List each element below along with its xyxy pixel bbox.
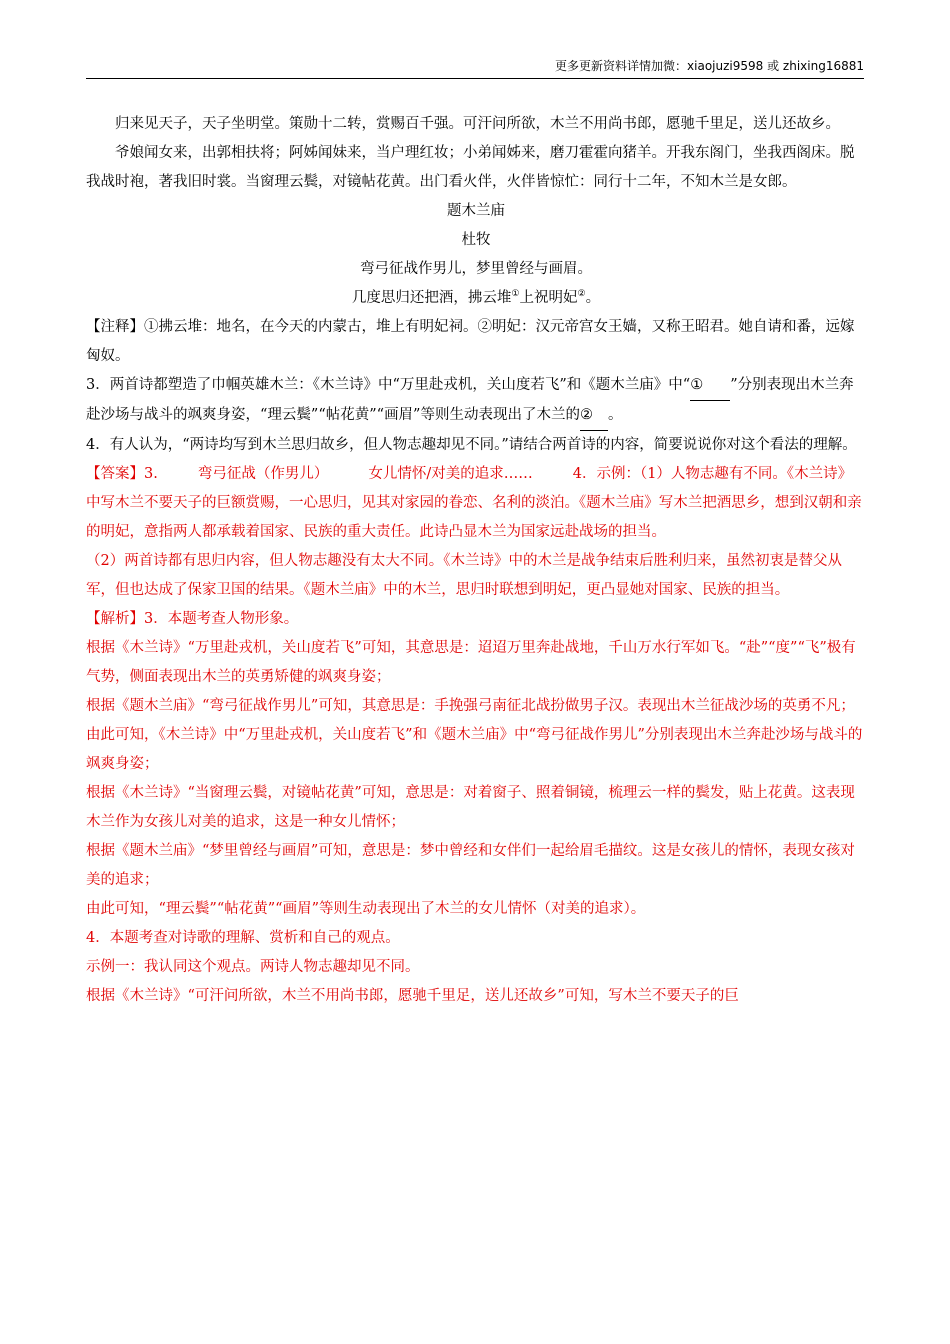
analysis-example-1: 示例一：我认同这个观点。两诗人物志趣却见不同。 xyxy=(86,959,420,975)
poem2-title: 题木兰庙 xyxy=(447,203,505,219)
footnote-marker-1: ① xyxy=(511,289,520,300)
analysis-line: 根据《题木兰庙》“梦里曾经与画眉”可知，意思是：梦中曾经和女伴们一起给眉毛描纹。这是女孩儿的情怀，表现女孩对美的追求； xyxy=(86,843,855,888)
analysis-line: 由此可知，《木兰诗》中“万里赴戎机，关山度若飞”和《题木兰庙》中“弯弓征战作男儿”分别表现出木兰奔赴沙场与战斗的飒爽身姿； xyxy=(86,727,863,772)
poem1-stanza2: 爷娘闻女来，出郭相扶将；阿姊闻妹来，当户理红妆；小弟闻姊来，磨刀霍霍向猪羊。开我东阁门，坐我西阁床。脱我战时袍，著我旧时裳。当窗理云鬓，对镜帖花黄。出门看火伴，火伴皆惊忙：同行十二年，不知木兰是女郎。 xyxy=(86,145,855,190)
answer-paragraph-1: 【答案】3. 弯弓征战（作男儿） 女儿情怀/对美的追求…… 4．示例：（1）人物志趣有不同。《木兰诗》中写木兰不要天子的巨额赏赐，一心思归，见其对家园的眷恋、名利的淡泊。《题木兰庙》写木兰把酒思乡，想到汉朝和亲的明妃，意指两人都承载着国家、民族的重大责任。此诗凸显木兰为国家远赴战场的担当。 xyxy=(86,466,862,540)
poem2-line2: 几度思归还把酒，拂云堆①上祝明妃②。 xyxy=(351,289,601,306)
analysis-line: 根据《题木兰庙》“弯弓征战作男儿”可知，其意思是：手挽强弓南征北战扮做男子汉。表现出木兰征战沙场的英勇不凡； xyxy=(86,698,855,714)
annotation-note: 【注释】①拂云堆：地名，在今天的内蒙古，堆上有明妃祠。②明妃：汉元帝宫女王嫱，又称王昭君。她自请和番，远嫁匈奴。 xyxy=(86,319,855,364)
blank-1: ① xyxy=(690,371,730,401)
footnote-marker-2: ② xyxy=(577,289,586,300)
analysis-line: 根据《木兰诗》“当窗理云鬓，对镜帖花黄”可知，意思是：对着窗子、照着铜镜，梳理云一样的鬓发，贴上花黄。这表现木兰作为女孩儿对美的追求，这是一种女儿情怀； xyxy=(86,785,855,830)
question-3: 3．两首诗都塑造了巾帼英雄木兰：《木兰诗》中“万里赴戎机，关山度若飞”和《题木兰庙》中“① ”分别表现出木兰奔赴沙场与战斗的飒爽身姿，“理云鬓”“帖花黄”“画眉”等则生动表现出了木兰的② 。 xyxy=(86,371,866,431)
header-text: 更多更新资料详情加微：xiaojuzi9598 或 zhixing16881 xyxy=(555,59,864,73)
answer-paragraph-2: （2）两首诗都有思归内容，但人物志趣没有太大不同。《木兰诗》中的木兰是战争结束后胜利归来，虽然初衷是替父从军，但也达成了保家卫国的结果。《题木兰庙》中的木兰，思归时联想到明妃，更凸显她对国家、民族的担当。 xyxy=(86,553,842,598)
question-4: 4．有人认为，“两诗均写到木兰思归故乡，但人物志趣却见不同。”请结合两首诗的内容，简要说说你对这个看法的理解。 xyxy=(86,437,857,453)
poem2-line1: 弯弓征战作男儿，梦里曾经与画眉。 xyxy=(360,261,592,277)
analysis-label: 【解析】3．本题考查人物形象。 xyxy=(86,611,299,627)
analysis-line: 根据《木兰诗》“万里赴戎机，关山度若飞”可知，其意思是：迢迢万里奔赴战地，千山万水行军如飞。“赴”“度”“飞”极有气势，侧面表现出木兰的英勇矫健的飒爽身姿； xyxy=(86,640,856,685)
analysis-line: 由此可知，“理云鬓”“帖花黄”“画眉”等则生动表现出了木兰的女儿情怀（对美的追求）。 xyxy=(86,901,646,917)
page-header xyxy=(86,56,864,79)
analysis-last-line: 根据《木兰诗》“可汗问所欲，木兰不用尚书郎，愿驰千里足，送儿还故乡”可知，写木兰不要天子的巨 xyxy=(86,988,739,1004)
analysis-q4-label: 4．本题考查对诗歌的理解、赏析和自己的观点。 xyxy=(86,930,400,946)
blank-2: ② xyxy=(580,401,608,431)
document-body xyxy=(86,110,866,1011)
poem1-stanza1: 归来见天子，天子坐明堂。策勋十二转，赏赐百千强。可汗问所欲，木兰不用尚书郎，愿驰千里足，送儿还故乡。 xyxy=(115,116,840,132)
poem2-author: 杜牧 xyxy=(461,232,491,248)
